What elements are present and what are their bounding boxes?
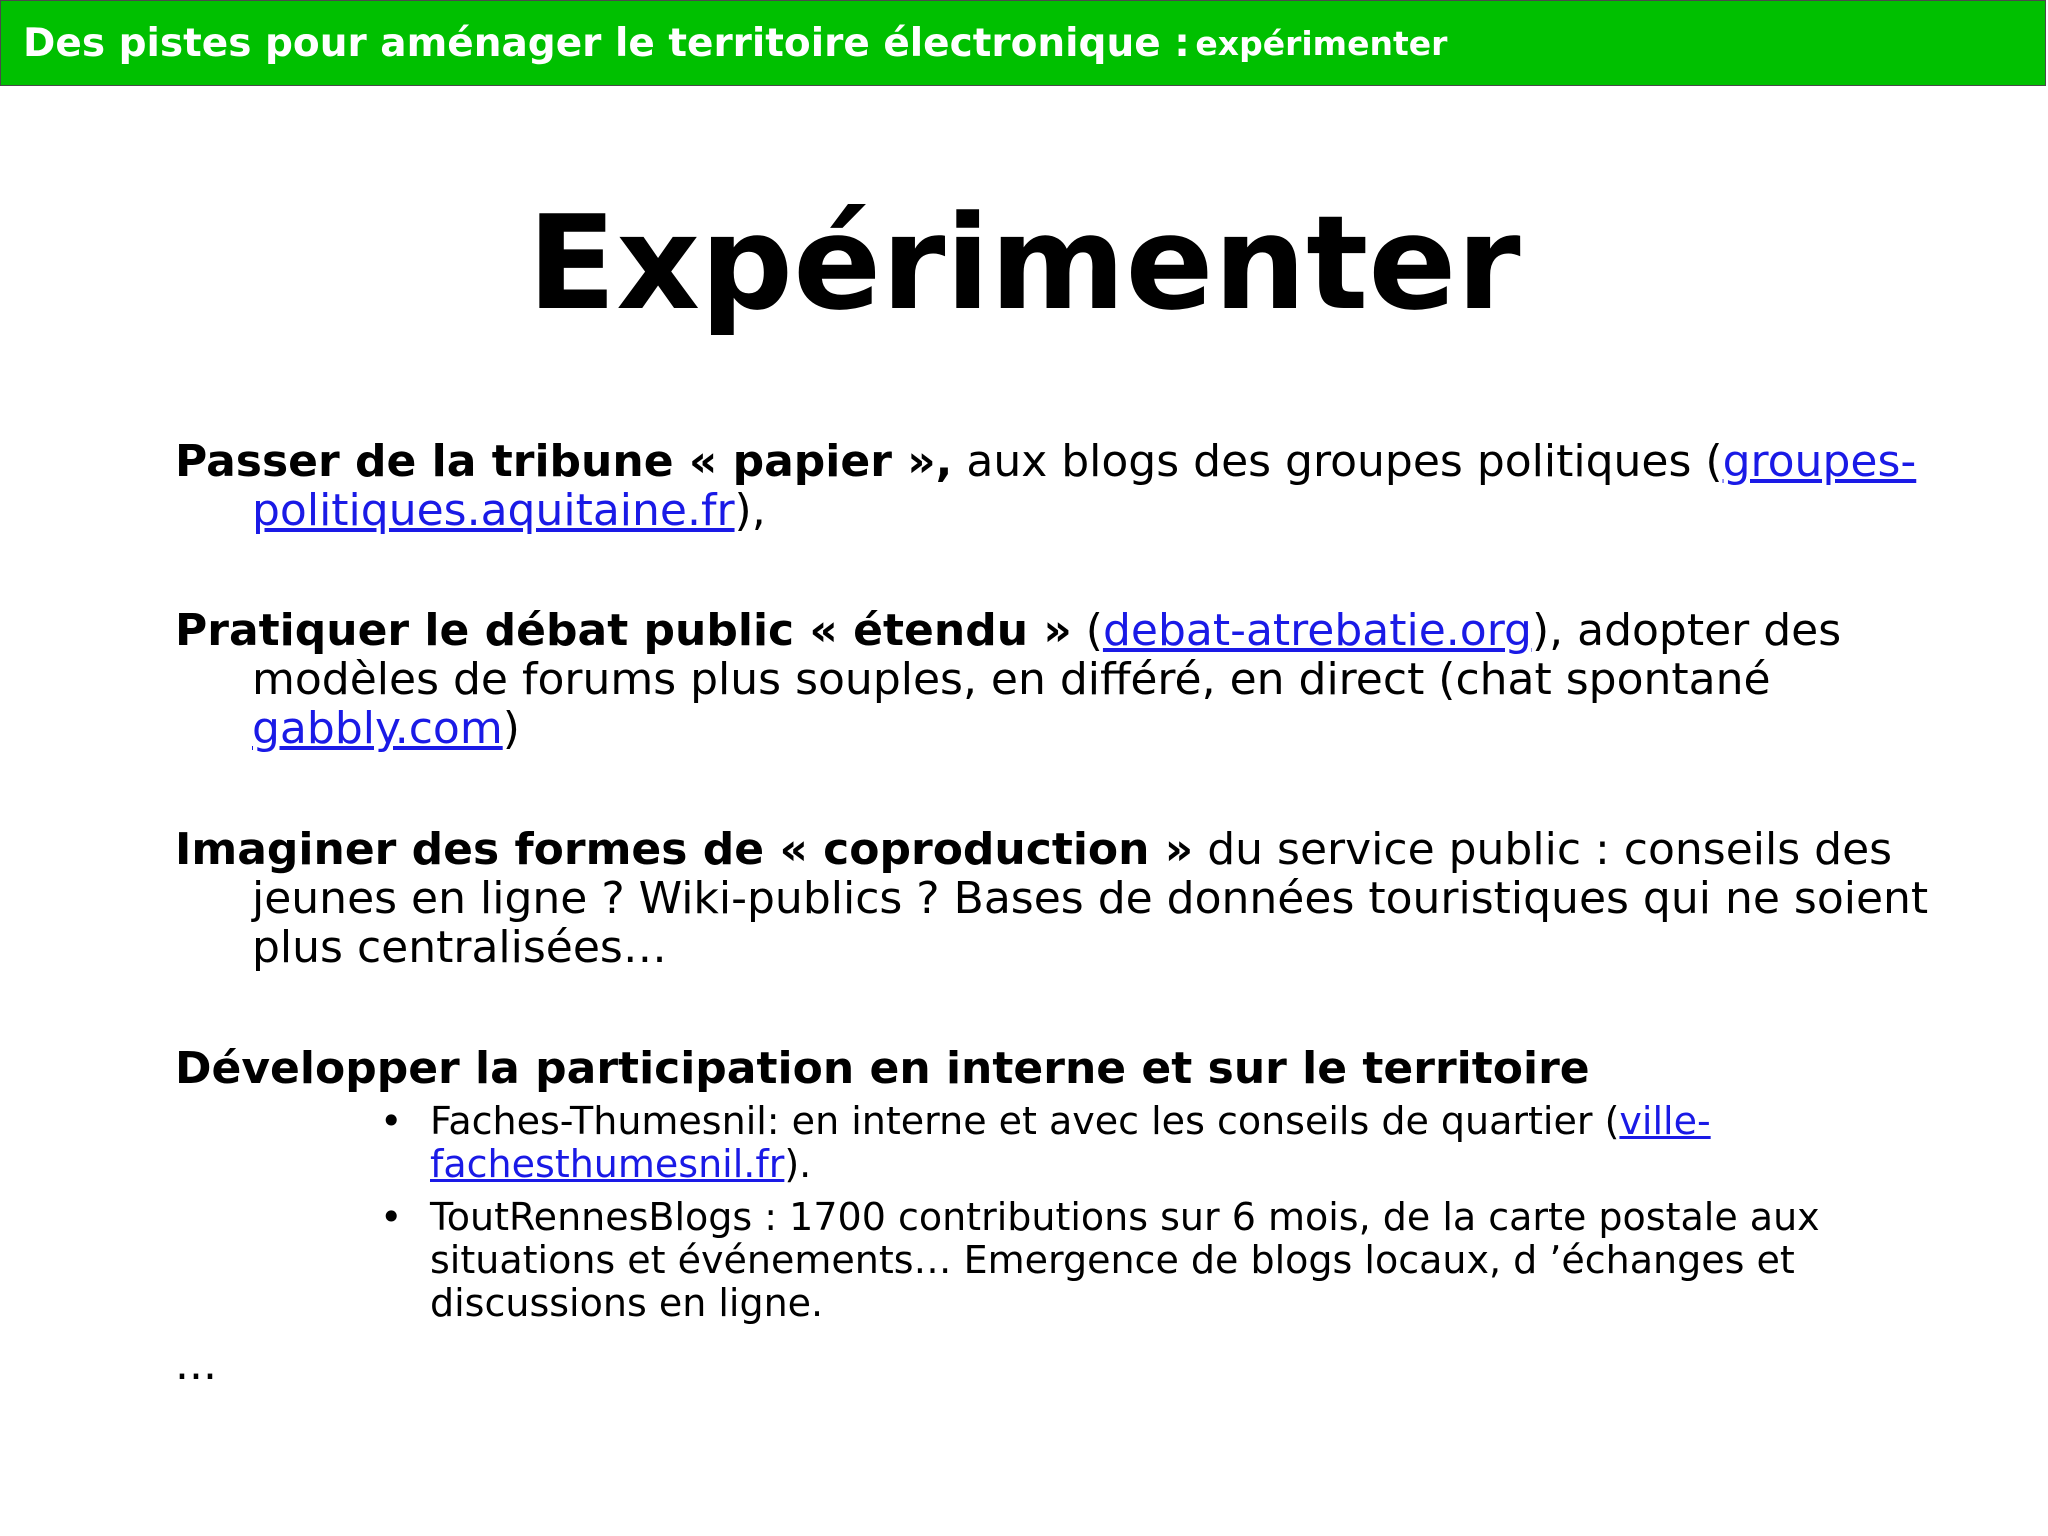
bullet-marker: • — [380, 1195, 403, 1239]
link-ville-fachesthumesnil[interactable]: ville-fachesthumesnil.fr — [430, 1099, 1711, 1186]
bullet-text: ToutRennesBlogs : 1700 contributions sur 6 mois, de la carte postale aux situations et événements… Emergence de blogs locaux, d ’échanges et discussions en ligne. — [430, 1195, 1820, 1325]
link-gabbly[interactable]: gabbly.com — [252, 703, 503, 754]
bullet-text: Faches-Thumesnil: en interne et avec les conseils de quartier ( — [430, 1099, 1620, 1143]
link-debat-atrebatie[interactable]: debat-atrebatie.org — [1102, 605, 1532, 656]
paragraph-heading: Imaginer des formes de « coproduction » — [175, 824, 1194, 875]
paragraph-blogs — [175, 437, 1972, 535]
list-item — [380, 1100, 1820, 1186]
header-title: Des pistes pour aménager le territoire électronique : — [23, 20, 1190, 66]
bullet-text: ). — [784, 1142, 812, 1186]
paragraph-heading: Développer la participation en interne et sur le territoire — [175, 1043, 1590, 1094]
paragraph-text: ), adopter des modèles de forums plus souples, en différé, en direct (chat spontané — [252, 605, 1842, 705]
bullet-list — [380, 1100, 1820, 1335]
header-subtitle: expérimenter — [1195, 23, 1448, 63]
paragraph-participation — [175, 1044, 1972, 1093]
paragraph-text: du service public : conseils des jeunes en ligne ? Wiki-publics ? Bases de données touristiques qui ne soient plus centralisées… — [252, 824, 1929, 973]
bullet-marker: • — [380, 1099, 403, 1143]
paragraph-text: ) — [502, 703, 520, 754]
paragraph-coproduction — [175, 825, 1972, 972]
paragraph-debat — [175, 606, 1972, 753]
header-bar — [0, 0, 2046, 86]
paragraph-heading: Passer de la tribune « papier », — [175, 436, 953, 487]
paragraph-text: ), — [734, 485, 766, 536]
ellipsis: ... — [175, 1339, 217, 1390]
paragraph-text: ( — [1071, 605, 1103, 656]
paragraph-text: aux blogs des groupes politiques ( — [952, 436, 1723, 487]
list-item — [380, 1196, 1820, 1325]
slide-title: Expérimenter — [527, 187, 1521, 339]
link-groupes-politiques[interactable]: groupes-politiques.aquitaine.fr — [252, 436, 1917, 536]
paragraph-heading: Pratiquer le débat public « étendu » — [175, 605, 1072, 656]
